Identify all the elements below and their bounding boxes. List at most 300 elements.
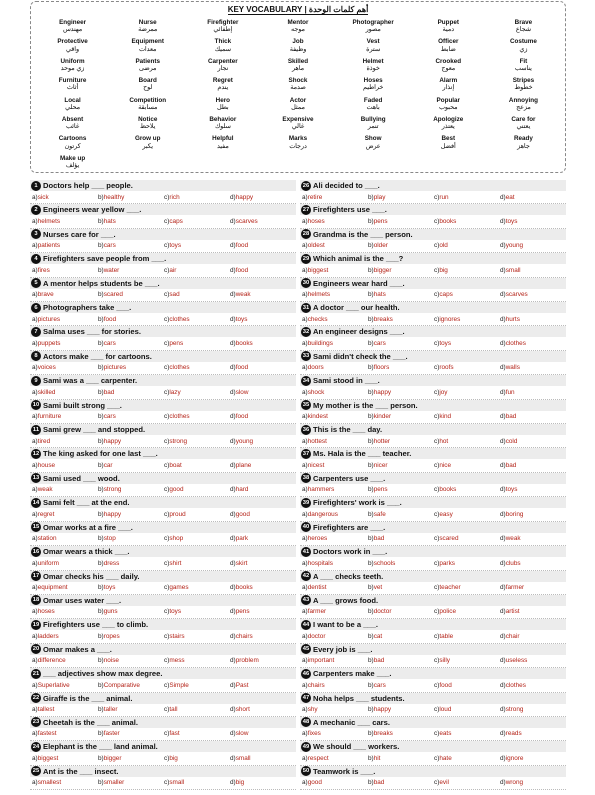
answer-option[interactable] <box>368 559 395 568</box>
answer-option[interactable] <box>302 681 325 690</box>
answer-option[interactable] <box>164 681 189 690</box>
answer-option[interactable] <box>500 266 521 275</box>
answer-option[interactable] <box>302 437 327 446</box>
answer-options <box>30 461 296 470</box>
answer-option[interactable] <box>368 656 384 665</box>
answer-option[interactable] <box>32 339 60 348</box>
vocab-english: Best <box>441 135 456 143</box>
option-letter: a) <box>32 754 38 762</box>
answer-option[interactable] <box>500 559 521 568</box>
vocabulary-box <box>30 1 566 173</box>
answer-option[interactable] <box>32 217 60 226</box>
option-word: caps <box>169 217 183 225</box>
answer-option[interactable] <box>368 193 385 202</box>
answer-option[interactable] <box>98 266 119 275</box>
answer-option[interactable] <box>230 388 248 397</box>
option-letter: d) <box>500 608 506 616</box>
option-letter: c) <box>164 510 170 518</box>
option-word: hospitals <box>307 559 333 567</box>
option-letter: b) <box>368 193 374 201</box>
answer-option[interactable] <box>164 607 181 616</box>
answer-options <box>300 754 566 763</box>
answer-option[interactable] <box>434 510 453 519</box>
answer-option[interactable] <box>434 193 449 202</box>
answer-option[interactable] <box>500 534 521 543</box>
answer-option[interactable] <box>368 388 391 397</box>
option-letter: d) <box>230 632 236 640</box>
answer-option[interactable] <box>302 193 322 202</box>
answer-option[interactable] <box>98 437 121 446</box>
option-letter: c) <box>164 242 170 250</box>
answer-option[interactable] <box>302 461 324 470</box>
answer-option[interactable] <box>32 559 59 568</box>
answer-option[interactable] <box>368 754 380 763</box>
answer-option[interactable] <box>368 534 384 543</box>
answer-option[interactable] <box>500 656 527 665</box>
answer-option[interactable] <box>230 607 250 616</box>
answer-option[interactable] <box>230 705 250 714</box>
answer-options <box>300 315 566 324</box>
answer-option[interactable] <box>164 412 190 421</box>
option-letter: c) <box>434 486 440 494</box>
answer-option[interactable] <box>368 607 391 616</box>
option-letter: b) <box>98 486 104 494</box>
answer-option[interactable] <box>500 705 523 714</box>
answer-option[interactable] <box>164 754 178 763</box>
answer-option[interactable] <box>164 437 187 446</box>
answer-options <box>30 583 296 592</box>
answer-option[interactable] <box>230 266 248 275</box>
option-word: pens <box>169 339 184 347</box>
answer-option[interactable] <box>434 437 448 446</box>
answer-option[interactable] <box>500 217 517 226</box>
answer-option[interactable] <box>230 583 253 592</box>
answer-option[interactable] <box>98 778 124 787</box>
answer-option[interactable] <box>98 705 118 714</box>
answer-option[interactable] <box>302 778 322 787</box>
question-number: 50 <box>302 768 310 775</box>
option-letter: c) <box>164 291 170 299</box>
answer-option[interactable] <box>302 217 325 226</box>
answer-options <box>300 241 566 250</box>
answer-option[interactable] <box>164 559 181 568</box>
answer-option[interactable] <box>434 363 454 372</box>
answer-option[interactable] <box>32 388 55 397</box>
answer-option[interactable] <box>230 241 248 250</box>
answer-option[interactable] <box>434 315 460 324</box>
question-text: Sami grew ___ and stopped. <box>43 425 146 435</box>
answer-option[interactable] <box>164 583 189 592</box>
question-block <box>300 448 566 472</box>
answer-option[interactable] <box>302 388 324 397</box>
answer-option[interactable] <box>500 729 522 738</box>
answer-option[interactable] <box>368 681 386 690</box>
answer-option[interactable] <box>32 534 57 543</box>
answer-option[interactable] <box>230 339 253 348</box>
vocab-entry <box>260 77 335 96</box>
answer-option[interactable] <box>32 485 53 494</box>
option-letter: d) <box>500 730 506 738</box>
answer-option[interactable] <box>98 217 116 226</box>
answer-option[interactable] <box>98 510 121 519</box>
vocab-entry <box>35 97 110 116</box>
answer-option[interactable] <box>500 412 516 421</box>
option-word: clothes <box>505 339 526 347</box>
answer-option[interactable] <box>434 778 449 787</box>
question-number: 31 <box>302 304 310 311</box>
answer-option[interactable] <box>434 412 451 421</box>
answer-option[interactable] <box>368 583 382 592</box>
answer-option[interactable] <box>368 510 386 519</box>
answer-option[interactable] <box>98 315 116 324</box>
answer-option[interactable] <box>164 266 176 275</box>
answer-option[interactable] <box>98 583 115 592</box>
answer-option[interactable] <box>164 656 185 665</box>
answer-option[interactable] <box>164 290 180 299</box>
answer-option[interactable] <box>230 632 253 641</box>
option-letter: b) <box>98 510 104 518</box>
option-letter: a) <box>32 242 38 250</box>
question-row <box>300 766 566 777</box>
answer-option[interactable] <box>434 485 456 494</box>
answer-option[interactable] <box>500 241 523 250</box>
answer-option[interactable] <box>434 241 448 250</box>
answer-option[interactable] <box>500 583 524 592</box>
option-word: retire <box>307 193 323 201</box>
answer-option[interactable] <box>230 217 258 226</box>
answer-option[interactable] <box>368 315 393 324</box>
answer-option[interactable] <box>164 632 185 641</box>
answer-option[interactable] <box>230 656 259 665</box>
answer-option[interactable] <box>98 485 121 494</box>
option-word: faster <box>103 730 120 738</box>
option-word: hottest <box>307 437 327 445</box>
answer-option[interactable] <box>98 241 116 250</box>
answer-option[interactable] <box>164 193 180 202</box>
answer-option[interactable] <box>98 754 121 763</box>
vocab-english: Cartoons <box>58 135 87 143</box>
answer-option[interactable] <box>230 681 248 690</box>
answer-option[interactable] <box>32 412 61 421</box>
question-text: Ms. Hala is the ___ teacher. <box>313 449 412 459</box>
answer-option[interactable] <box>368 485 388 494</box>
answer-option[interactable] <box>368 290 386 299</box>
vocab-entry <box>336 58 411 77</box>
option-word: teacher <box>439 584 461 591</box>
answer-option[interactable] <box>32 437 50 446</box>
answer-option[interactable] <box>302 559 333 568</box>
option-letter: a) <box>32 266 38 274</box>
answer-options <box>300 681 566 690</box>
answer-option[interactable] <box>302 290 330 299</box>
answer-option[interactable] <box>230 534 248 543</box>
option-letter: b) <box>368 388 374 396</box>
answer-option[interactable] <box>230 363 248 372</box>
answer-option[interactable] <box>434 681 452 690</box>
answer-option[interactable] <box>32 607 55 616</box>
answer-options <box>30 388 296 397</box>
answer-option[interactable] <box>500 754 523 763</box>
question-block <box>30 400 296 424</box>
answer-option[interactable] <box>164 363 190 372</box>
answer-option[interactable] <box>434 217 456 226</box>
question-row <box>300 448 566 459</box>
question-number: 12 <box>32 450 40 457</box>
answer-option[interactable] <box>302 266 328 275</box>
answer-option[interactable] <box>434 461 451 470</box>
answer-option[interactable] <box>98 534 116 543</box>
answer-option[interactable] <box>302 510 338 519</box>
answer-option[interactable] <box>368 339 386 348</box>
answer-option[interactable] <box>32 656 66 665</box>
answer-option[interactable] <box>302 315 328 324</box>
option-letter: b) <box>98 339 104 347</box>
option-letter: d) <box>230 461 236 469</box>
answer-option[interactable] <box>434 339 451 348</box>
option-word: regret <box>37 510 55 518</box>
answer-option[interactable] <box>500 363 520 372</box>
option-word: clothes <box>505 681 526 689</box>
answer-option[interactable] <box>98 193 124 202</box>
option-letter: c) <box>434 510 440 518</box>
option-word: equipment <box>37 584 68 591</box>
answer-option[interactable] <box>32 705 54 714</box>
answer-option[interactable] <box>302 705 318 714</box>
answer-options <box>30 241 296 250</box>
answer-option[interactable] <box>32 632 59 641</box>
answer-option[interactable] <box>32 241 60 250</box>
answer-option[interactable] <box>164 339 183 348</box>
answer-option[interactable] <box>164 729 180 738</box>
option-word: food <box>103 315 117 323</box>
answer-option[interactable] <box>32 290 54 299</box>
answer-option[interactable] <box>302 754 329 763</box>
answer-option[interactable] <box>164 510 186 519</box>
answer-option[interactable] <box>230 461 251 470</box>
answer-option[interactable] <box>368 632 382 641</box>
answer-option[interactable] <box>230 559 247 568</box>
answer-options <box>300 290 566 299</box>
answer-option[interactable] <box>302 534 327 543</box>
answer-option[interactable] <box>368 437 390 446</box>
option-word: fun <box>505 388 515 396</box>
answer-option[interactable] <box>164 534 183 543</box>
answer-option[interactable] <box>230 485 248 494</box>
answer-option[interactable] <box>434 559 455 568</box>
vocab-arabic: ممثل <box>291 103 305 111</box>
option-letter: d) <box>230 291 236 299</box>
answer-option[interactable] <box>230 729 248 738</box>
answer-option[interactable] <box>500 290 528 299</box>
answer-option[interactable] <box>230 510 250 519</box>
answer-option[interactable] <box>434 754 452 763</box>
answer-option[interactable] <box>500 485 517 494</box>
question-number: 38 <box>302 475 310 482</box>
option-letter: a) <box>32 657 38 665</box>
option-word: floors <box>373 364 390 372</box>
option-letter: b) <box>368 510 374 518</box>
option-word: toys <box>505 217 518 225</box>
answer-option[interactable] <box>98 559 119 568</box>
answer-option[interactable] <box>98 412 116 421</box>
answer-option[interactable] <box>164 705 178 714</box>
answer-option[interactable] <box>368 729 393 738</box>
answer-option[interactable] <box>230 437 253 446</box>
option-word: fastest <box>37 730 57 738</box>
answer-option[interactable] <box>302 607 326 616</box>
vocab-entry <box>185 116 260 135</box>
answer-option[interactable] <box>500 632 520 641</box>
answer-option[interactable] <box>434 266 448 275</box>
option-letter: d) <box>230 584 236 591</box>
answer-option[interactable] <box>302 485 334 494</box>
vocab-entry <box>336 19 411 38</box>
answer-option[interactable] <box>302 656 334 665</box>
option-word: helmets <box>307 291 331 299</box>
option-word: safe <box>373 510 386 518</box>
answer-option[interactable] <box>164 217 183 226</box>
answer-option[interactable] <box>32 583 68 592</box>
question-block <box>30 546 296 570</box>
answer-option[interactable] <box>164 485 184 494</box>
option-word: boat <box>169 461 182 469</box>
option-letter: b) <box>98 584 104 591</box>
vocab-english: Photographer <box>352 19 394 26</box>
answer-option[interactable] <box>434 534 459 543</box>
answer-option[interactable] <box>434 656 450 665</box>
answer-option[interactable] <box>32 754 58 763</box>
answer-option[interactable] <box>434 583 461 592</box>
vocab-english: Popular <box>436 96 460 104</box>
question-text: Sami used ___ wood. <box>43 473 120 483</box>
answer-option[interactable] <box>98 363 126 372</box>
answer-option[interactable] <box>32 729 57 738</box>
answer-option[interactable] <box>230 754 251 763</box>
answer-option[interactable] <box>368 266 391 275</box>
vocab-arabic: درجات <box>289 142 307 150</box>
question-text: Firefighters use ___. <box>313 205 387 215</box>
answer-option[interactable] <box>98 290 123 299</box>
answer-option[interactable] <box>302 632 325 641</box>
answer-option[interactable] <box>230 290 251 299</box>
answer-option[interactable] <box>98 656 119 665</box>
option-word: noise <box>103 657 119 665</box>
answer-option[interactable] <box>368 363 389 372</box>
answer-option[interactable] <box>500 193 515 202</box>
option-word: ladders <box>37 632 59 640</box>
answer-option[interactable] <box>500 778 523 787</box>
answer-option[interactable] <box>500 681 526 690</box>
answer-option[interactable] <box>368 705 391 714</box>
answer-option[interactable] <box>368 217 388 226</box>
question-row <box>30 278 296 289</box>
answer-option[interactable] <box>230 412 248 421</box>
option-letter: d) <box>500 486 506 494</box>
answer-option[interactable] <box>500 437 517 446</box>
question-row <box>30 668 296 679</box>
answer-option[interactable] <box>368 778 384 787</box>
answer-option[interactable] <box>32 266 50 275</box>
answer-option[interactable] <box>302 339 333 348</box>
option-letter: a) <box>32 559 38 567</box>
answer-option[interactable] <box>164 315 190 324</box>
answer-option[interactable] <box>32 461 55 470</box>
answer-option[interactable] <box>434 705 451 714</box>
answer-option[interactable] <box>32 363 56 372</box>
answer-option[interactable] <box>302 363 324 372</box>
answer-option[interactable] <box>500 461 516 470</box>
option-word: books <box>235 339 253 347</box>
answer-option[interactable] <box>500 339 526 348</box>
answer-option[interactable] <box>98 681 140 690</box>
option-word: happy <box>235 193 254 201</box>
answer-options <box>30 754 296 763</box>
answer-option[interactable] <box>32 510 54 519</box>
question-row <box>300 644 566 655</box>
option-letter: a) <box>302 339 308 347</box>
answer-option[interactable] <box>434 632 453 641</box>
answer-option[interactable] <box>434 388 448 397</box>
answer-option[interactable] <box>98 461 113 470</box>
option-word: Superlative <box>37 681 70 689</box>
answer-option[interactable] <box>230 778 244 787</box>
option-word: hats <box>103 217 116 225</box>
question-block <box>30 473 296 497</box>
answer-option[interactable] <box>98 632 120 641</box>
option-word: breaks <box>373 730 393 738</box>
question-row <box>30 619 296 630</box>
answer-option[interactable] <box>434 607 456 616</box>
answer-option[interactable] <box>32 778 61 787</box>
question-number: 40 <box>302 524 310 531</box>
answer-option[interactable] <box>368 461 388 470</box>
answer-option[interactable] <box>164 241 181 250</box>
answer-option[interactable] <box>164 778 184 787</box>
answer-option[interactable] <box>230 193 253 202</box>
answer-option[interactable] <box>302 412 328 421</box>
answer-option[interactable] <box>500 388 515 397</box>
answer-option[interactable] <box>32 681 70 690</box>
answer-option[interactable] <box>368 241 388 250</box>
answer-option[interactable] <box>302 729 321 738</box>
answer-option[interactable] <box>368 412 391 421</box>
answer-option[interactable] <box>230 315 247 324</box>
answer-option[interactable] <box>98 388 114 397</box>
vocab-arabic: مرضى <box>138 65 157 73</box>
option-letter: d) <box>230 217 236 225</box>
answer-option[interactable] <box>434 290 453 299</box>
answer-option[interactable] <box>302 583 327 592</box>
answer-option[interactable] <box>434 729 451 738</box>
question-number: 49 <box>302 743 310 750</box>
answer-option[interactable] <box>98 607 118 616</box>
answer-option[interactable] <box>98 729 120 738</box>
answer-option[interactable] <box>500 315 520 324</box>
vocab-english: Annoying <box>508 96 538 104</box>
answer-option[interactable] <box>32 315 60 324</box>
answer-option[interactable] <box>302 241 325 250</box>
answer-option[interactable] <box>164 461 182 470</box>
option-letter: c) <box>434 461 440 469</box>
option-word: tallest <box>37 706 55 714</box>
answer-option[interactable] <box>98 339 116 348</box>
option-word: books <box>235 584 253 591</box>
answer-option[interactable] <box>32 193 49 202</box>
answer-option[interactable] <box>164 388 181 397</box>
answer-option[interactable] <box>500 607 520 616</box>
answer-option[interactable] <box>500 510 523 519</box>
vocab-arabic: لوح <box>143 84 153 92</box>
